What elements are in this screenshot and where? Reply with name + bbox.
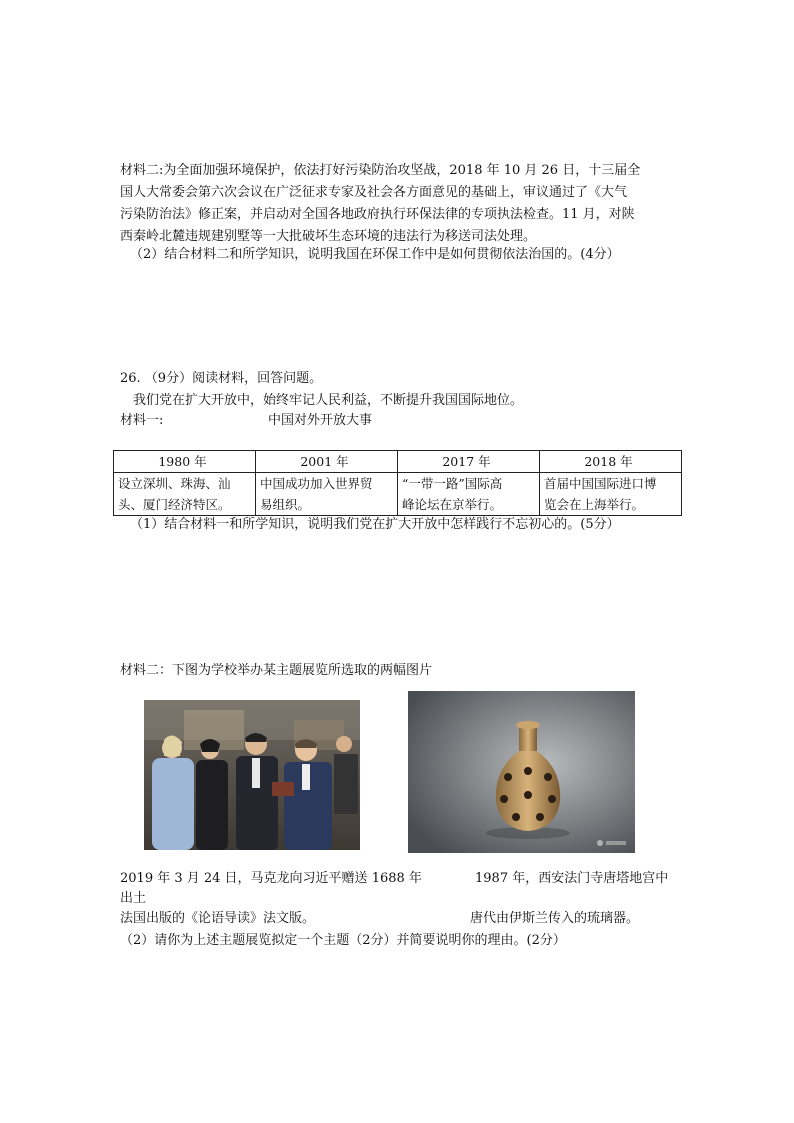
- event-line: 中国成功加入世界贸: [260, 476, 373, 491]
- event-cell: [540, 473, 682, 516]
- material2-env-line-2: 国人大常委会第六次会议在广泛征求专家及社会各方面意见的基础上，审议通过了《大气: [120, 185, 628, 200]
- caption-right-line-1b: 出土: [120, 891, 147, 906]
- caption-left-line-2: 法国出版的《论语导读》法文版。: [120, 911, 316, 926]
- event-line: 览会在上海举行。: [544, 497, 645, 512]
- table-row: [114, 473, 682, 516]
- caption-right-line-2: 唐代由伊斯兰传入的琉璃器。: [470, 911, 640, 926]
- material2-env-line-4: 西秦岭北麓违规建别墅等一大批破坏生态环境的违法行为移送司法处理。: [120, 229, 537, 244]
- table-header-row: [114, 451, 682, 473]
- events-table: [113, 450, 682, 516]
- glass-vase-photo: [408, 691, 635, 853]
- event-cell: [114, 473, 256, 516]
- q26-title: 26. （9分）阅读材料，回答问题。: [120, 371, 323, 386]
- event-cell: [398, 473, 540, 516]
- year-cell: 2018 年: [540, 451, 682, 473]
- material2-env-line-3: 污染防治法》修正案，并启动对全国各地政府执行环保法律的专项执法检查。11 月，对陕: [120, 207, 635, 222]
- year-cell: 2017 年: [398, 451, 540, 473]
- event-line: 易组织。: [260, 497, 311, 512]
- question-2-env: （2）结合材料二和所学知识，说明我国在环保工作中是如何贯彻依法治国的。(4分）: [130, 247, 620, 262]
- event-line: 峰论坛在京举行。: [402, 497, 503, 512]
- event-cell: [256, 473, 398, 516]
- event-line: 设立深圳、珠海、汕: [118, 476, 231, 491]
- q26-intro: 我们党在扩大开放中，始终牢记人民利益，不断提升我国国际地位。: [133, 393, 524, 408]
- event-line: 首届中国国际进口博: [544, 476, 657, 491]
- material2-exhibit-text: 材料二：下图为学校举办某主题展览所选取的两幅图片: [120, 663, 433, 678]
- caption-right-line-1: 1987 年，西安法门寺唐塔地宫中: [475, 871, 669, 886]
- material1-title: 中国对外开放大事: [268, 413, 373, 428]
- question-2-exhibit: （2）请你为上述主题展览拟定一个主题（2分）并简要说明你的理由。(2分）: [120, 933, 566, 948]
- caption-left-line-1: 2019 年 3 月 24 日，马克龙向习近平赠送 1688 年: [120, 871, 422, 886]
- question-1: （1）结合材料一和所学知识，说明我们党在扩大开放中怎样践行不忘初心的。(5分）: [130, 517, 620, 532]
- meeting-photo: [144, 700, 360, 850]
- event-line: 头、厦门经济特区。: [118, 497, 231, 512]
- event-line: “一带一路”国际高: [402, 476, 503, 491]
- material1-label: 材料一:: [120, 413, 164, 428]
- material2-env-line-1: 材料二:为全面加强环境保护，依法打好污染防治攻坚战，2018 年 10 月 26 日，十三届全: [120, 163, 641, 178]
- year-cell: 1980 年: [114, 451, 256, 473]
- year-cell: 2001 年: [256, 451, 398, 473]
